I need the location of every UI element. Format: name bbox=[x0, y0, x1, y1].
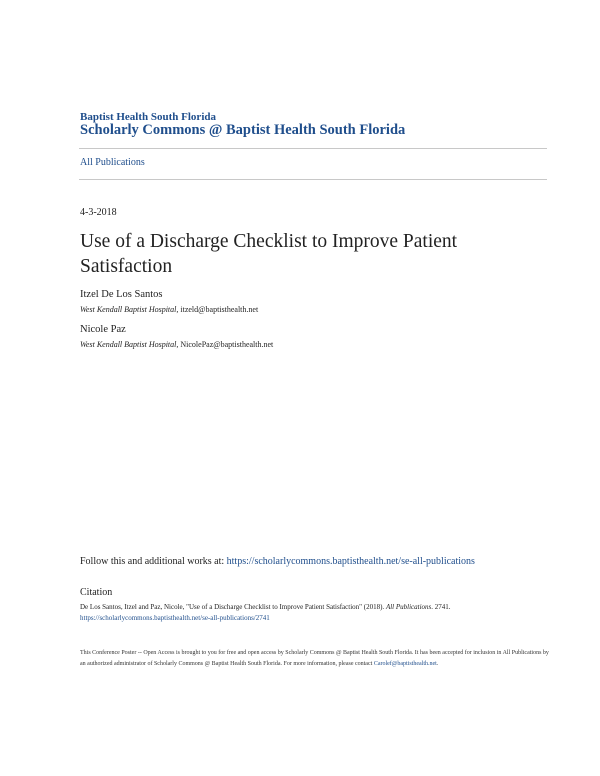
contact-email-link[interactable]: Carolef@baptisthealth.net bbox=[373, 661, 437, 667]
author-affiliation bbox=[80, 340, 273, 349]
publication-date: 4-3-2018 bbox=[80, 207, 117, 218]
collection-divider bbox=[79, 179, 547, 180]
author-email: , itzeld@baptisthealth.net bbox=[176, 305, 259, 314]
follow-label: Follow this and additional works at: bbox=[80, 556, 227, 567]
citation-heading: Citation bbox=[80, 587, 113, 598]
institution-name[interactable]: Baptist Health South Florida bbox=[80, 111, 216, 123]
citation-journal: All Publications bbox=[385, 603, 432, 611]
notice-end: . bbox=[436, 661, 439, 667]
collection-link[interactable]: All Publications bbox=[80, 157, 145, 168]
citation-body: De Los Santos, Itzel and Paz, Nicole, "Use of a Discharge Checklist to Improve Patient Satisfaction" (2018). bbox=[80, 603, 386, 611]
author-email: , NicolePaz@baptisthealth.net bbox=[176, 340, 274, 349]
author-name: Nicole Paz bbox=[80, 324, 126, 335]
follow-link[interactable]: https://scholarlycommons.baptisthealth.net/se-all-publications bbox=[226, 556, 475, 567]
citation-text bbox=[80, 602, 550, 624]
paper-title: Use of a Discharge Checklist to Improve Patient Satisfaction bbox=[80, 231, 458, 277]
citation-link[interactable]: https://scholarlycommons.baptisthealth.net/se-all-publications/2741 bbox=[80, 614, 270, 622]
notice-text: This Conference Poster -- Open Access is brought to you for free and open access by Scholarly Commons @ Baptist Health South Florida. It has been accepted for inclusion in All Publications by an authorized administrator of Scholarly Commons @ Baptist Health South Florida. For more information, please contact bbox=[80, 650, 549, 667]
follow-line bbox=[80, 556, 475, 567]
author-name: Itzel De Los Santos bbox=[80, 289, 163, 300]
affiliation-name: West Kendall Baptist Hospital bbox=[80, 340, 177, 349]
author-affiliation bbox=[80, 305, 258, 314]
citation-number: . 2741. bbox=[431, 603, 451, 611]
header-divider bbox=[79, 148, 547, 149]
access-notice bbox=[80, 648, 550, 670]
affiliation-name: West Kendall Baptist Hospital bbox=[80, 305, 177, 314]
repository-name[interactable]: Scholarly Commons @ Baptist Health South Florida bbox=[80, 122, 406, 138]
